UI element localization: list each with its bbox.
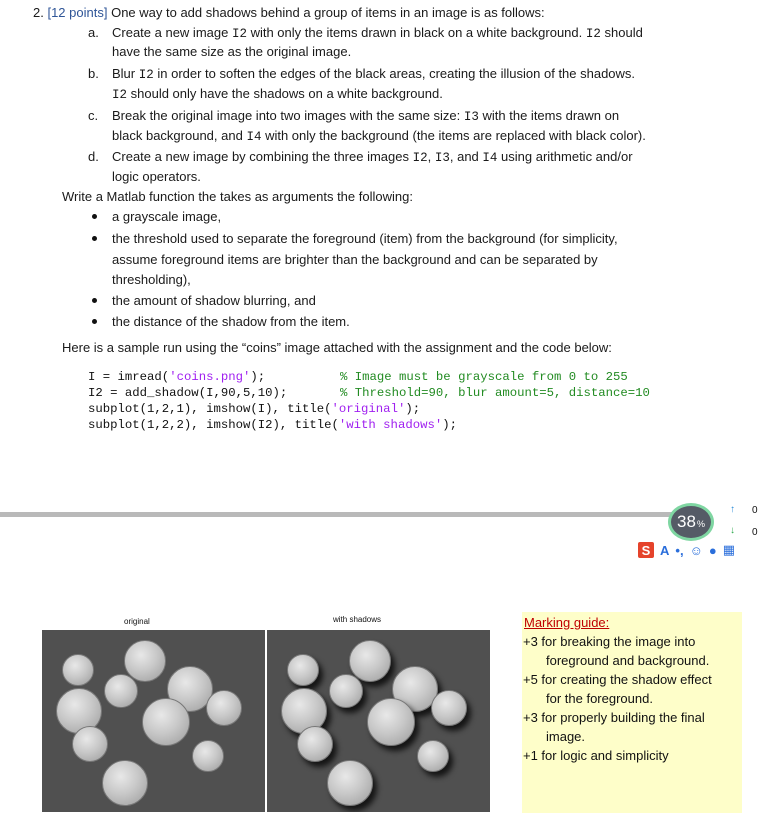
marking-item-2: +5 for creating the shadow effect [523,672,712,687]
percent-unit: % [696,519,705,529]
code-line-1: I = imread('coins.png'); [88,370,266,384]
marking-item-3: +3 for properly building the final [523,710,705,725]
code-line-3: subplot(1,2,1), imshow(I), title('original'); [88,402,421,416]
bullet-dot [92,214,97,219]
bullet-dot [92,298,97,303]
bullet-blurring: the amount of shadow blurring, and [112,293,316,308]
bullet-dot [92,319,97,324]
emoji-icon[interactable]: ☺ [689,542,703,558]
code-comment-1: % Image must be grayscale from 0 to 255 [340,370,628,384]
marking-item-1: +3 for breaking the image into [523,634,696,649]
marking-guide-title: Marking guide: [524,615,610,630]
upload-arrow-icon: ↑ [730,504,735,515]
coin [329,674,363,708]
coin [327,760,373,806]
coin [349,640,391,682]
code-line-2: I2 = add_shadow(I,90,5,10); [88,386,288,400]
performance-widget[interactable] [668,503,714,541]
coin [104,674,138,708]
coin [142,698,190,746]
step-c-label: c. [88,108,99,123]
sample-run-text: Here is a sample run using the “coins” image attached with the assignment and the code below: [62,340,612,355]
marking-item-3-cont: image. [546,729,586,744]
figure-title-shadows: with shadows [333,615,382,624]
figure-title-original: original [124,617,150,626]
code-comment-2: % Threshold=90, blur amount=5, distance=10 [340,386,650,400]
coin [192,740,224,772]
coins-image-original [42,630,265,812]
microphone-icon[interactable]: ● [708,542,717,558]
coin [206,690,242,726]
ime-toolbar [638,541,735,559]
ime-logo-icon[interactable]: S [638,542,654,558]
coin [102,760,148,806]
step-c-line2: black background, and I4 with only the background (the items are replaced with black color). [112,128,646,144]
step-d-line1: Create a new image by combining the three images I2, I3, and I4 using arithmetic and/or [112,149,633,165]
keyboard-icon[interactable]: ▦ [722,542,735,557]
marking-item-4: +1 for logic and simplicity [523,748,669,763]
download-arrow-icon: ↓ [730,525,735,536]
bullet-grayscale: a grayscale image, [112,209,222,224]
coin [297,726,333,762]
bullet-threshold-line3: thresholding), [112,272,191,287]
coin [431,690,467,726]
write-instruction: Write a Matlab function the takes as arguments the following: [62,189,413,204]
coins-image-with-shadows [267,630,490,812]
cpu-percent: 38 [677,512,696,531]
step-a-line1: Create a new image I2 with only the items drawn in black on a white background. I2 should [112,25,643,41]
coin [124,640,166,682]
marking-guide [522,612,742,813]
coin [417,740,449,772]
step-a-label: a. [88,25,99,40]
step-b-line1: Blur I2 in order to soften the edges of the black areas, creating the illusion of the shadows. [112,66,636,82]
punctuation-icon[interactable]: •, [675,542,684,558]
question-intro: One way to add shadows behind a group of items in an image is as follows: [107,5,545,20]
code-line-4: subplot(1,2,2), imshow(I2), title('with shadows'); [88,418,457,432]
coin [367,698,415,746]
question-points: [12 points] [47,5,108,20]
step-d-line2: logic operators. [112,169,201,184]
step-d-label: d. [88,149,99,164]
bullet-threshold-line1: the threshold used to separate the foreground (item) from the background (for simplicity, [112,231,618,246]
marking-item-2-cont: for the foreground. [546,691,653,706]
step-b-line2: I2 should only have the shadows on a white background. [112,86,443,102]
coin [62,654,94,686]
step-c-line1: Break the original image into two images with the same size: I3 with the items drawn on [112,108,620,124]
bullet-threshold-line2: assume foreground items are brighter than the background and can be separated by [112,252,598,267]
download-speed: 0 [752,527,758,538]
bullet-distance: the distance of the shadow from the item. [112,314,350,329]
section-divider [0,512,672,517]
question-number: 2. [33,5,44,20]
question-header [33,4,545,22]
step-b-label: b. [88,66,99,81]
upload-speed: 0 [752,505,758,516]
coin [72,726,108,762]
marking-item-1-cont: foreground and background. [546,653,710,668]
step-a-line2: have the same size as the original image. [112,44,352,59]
bullet-dot [92,236,97,241]
coin [287,654,319,686]
ime-language-toggle[interactable]: A [660,542,670,558]
